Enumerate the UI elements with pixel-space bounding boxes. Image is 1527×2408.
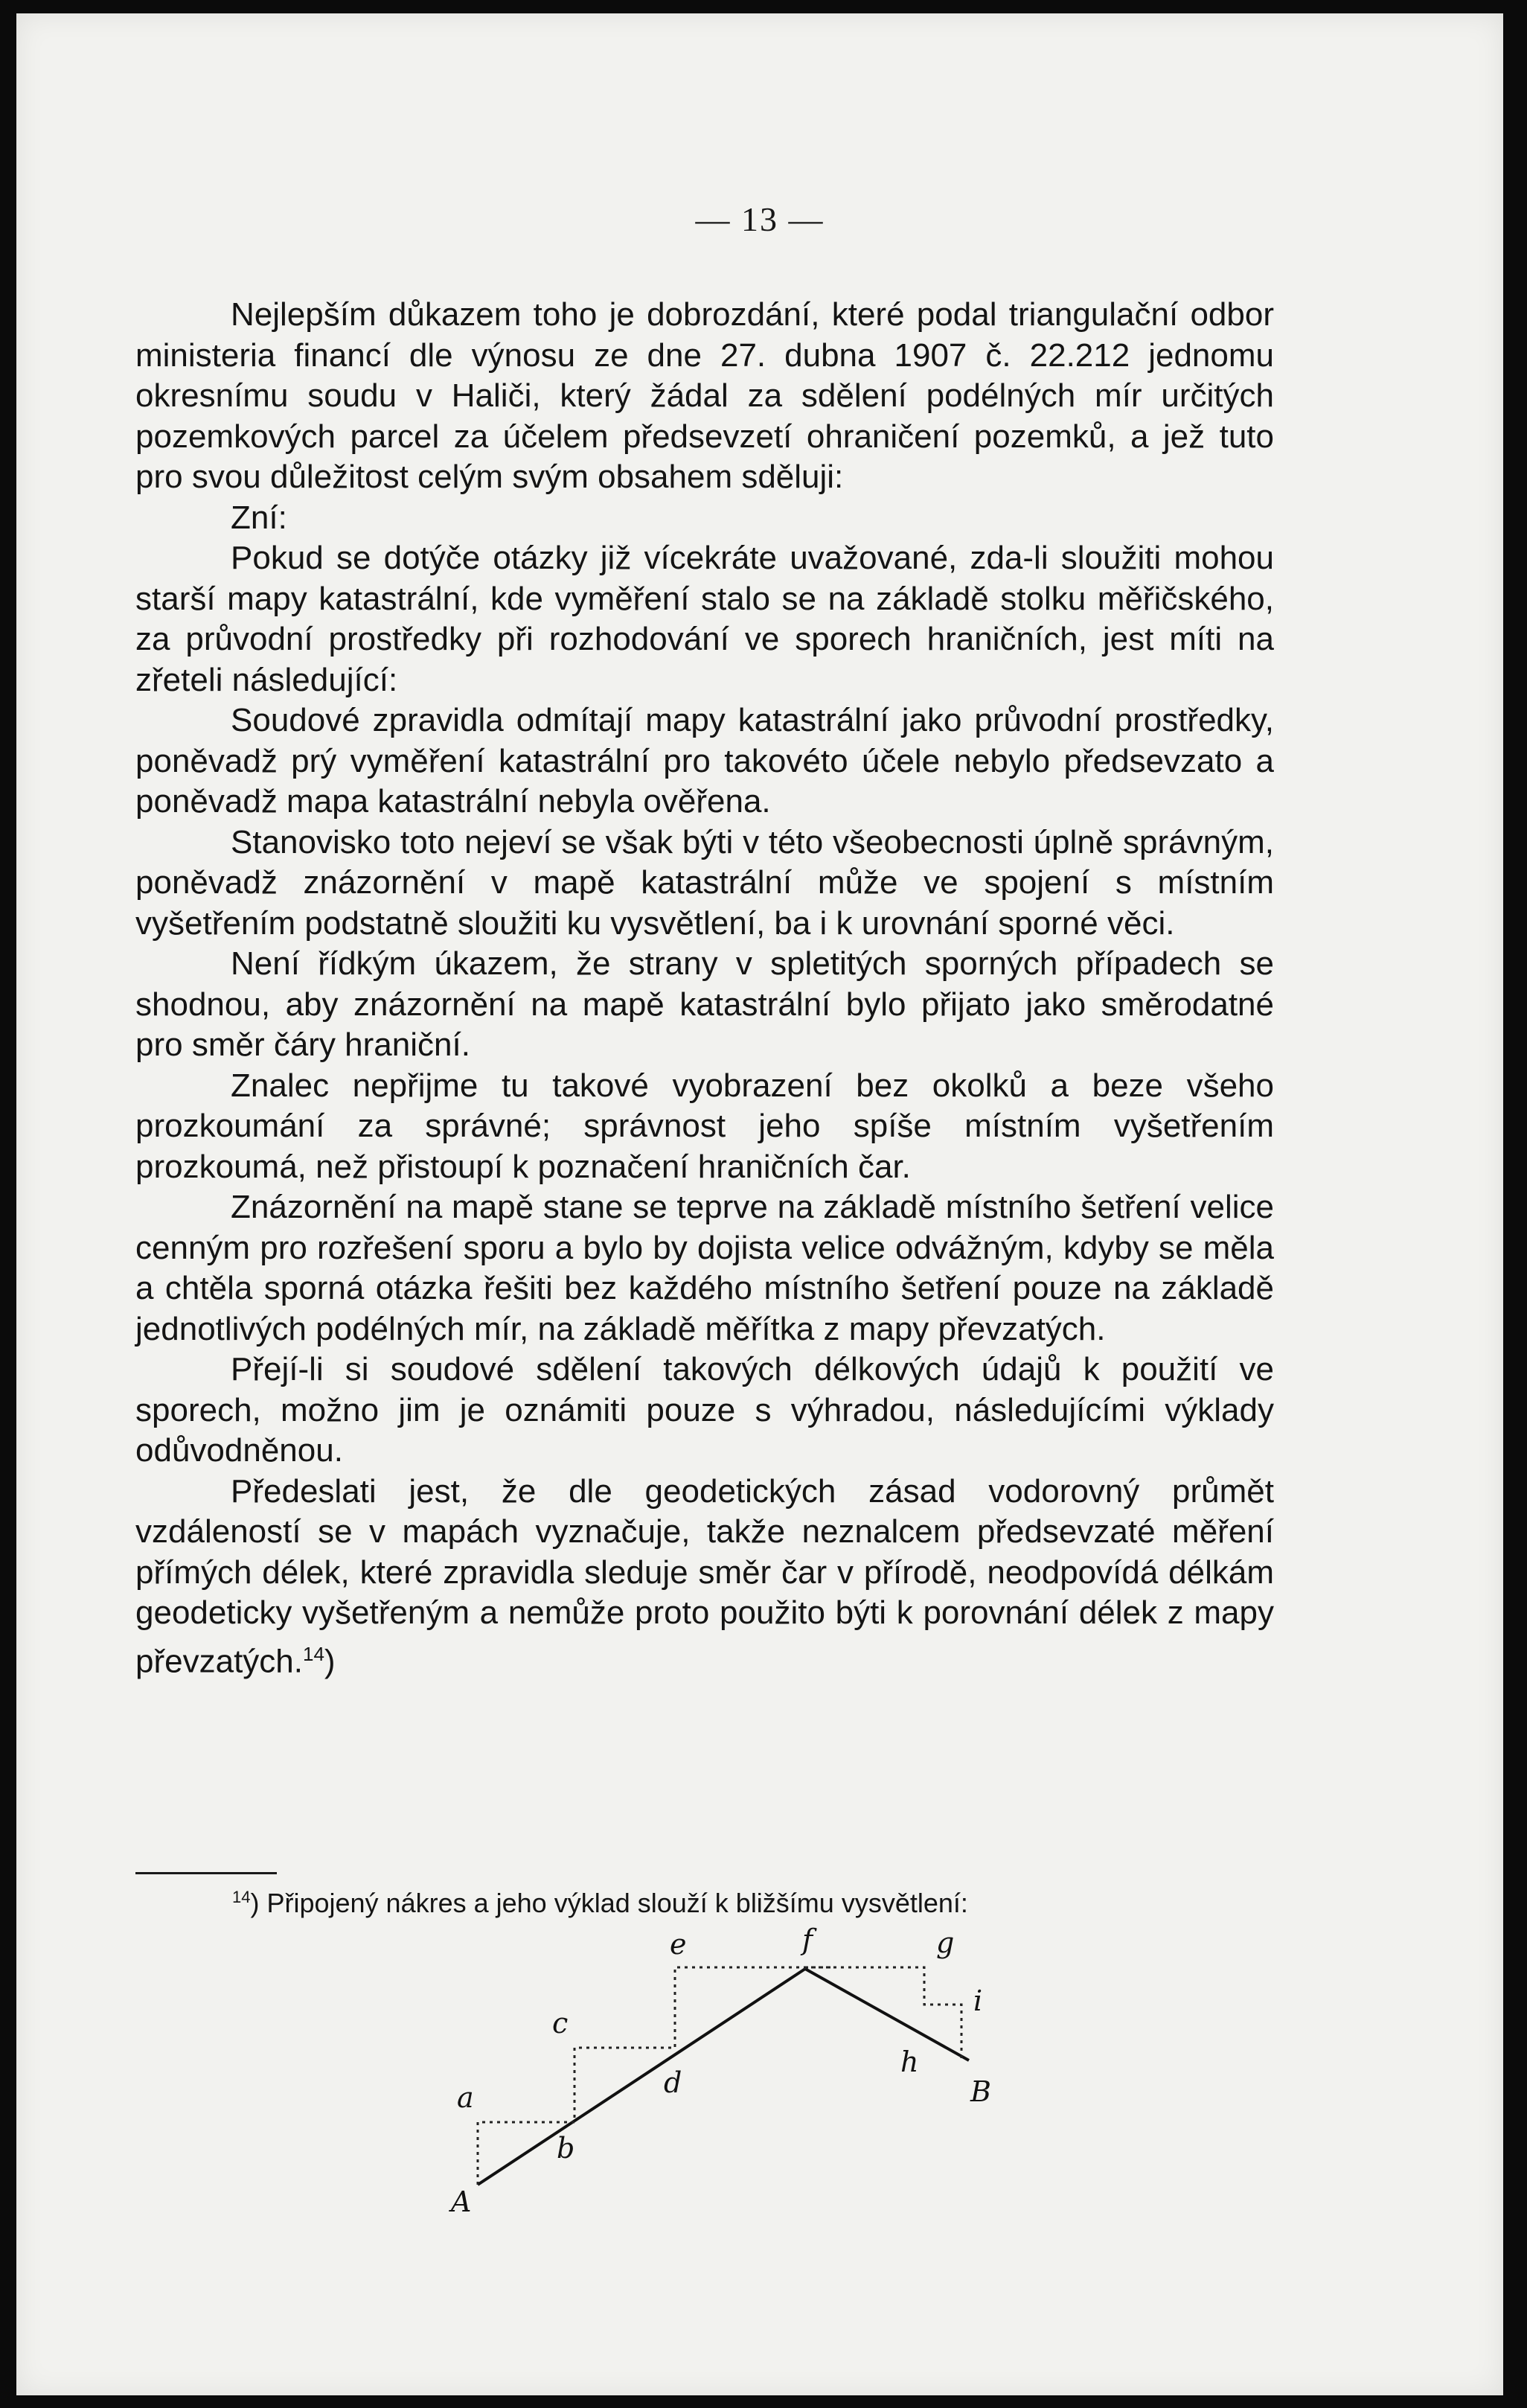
- paragraph-7: Znalec nepřijme tu takové vyobrazení bez okolků a beze všeho prozkoumání za správné; správnost jeho spíše místním vyšetřením prozkoumá, než přistoupí k poznačení hraničních čar.: [135, 1067, 1274, 1185]
- footnote-text: ) Připojený nákres a jeho výklad slouží k bližšímu vysvětlení:: [250, 1888, 968, 1918]
- paragraph-5: Stanovisko toto nejeví se však býti v této všeobecnosti úplně správným, poněvadž znázornění v mapě katastrální může ve spojení s místním vyšetřením podstatně sloužiti ku vysvětlení, ba i k urovnání sporné věci.: [135, 823, 1274, 942]
- line-A-f: [478, 1969, 805, 2185]
- footnote-reference-close: ): [324, 1643, 336, 1680]
- page-number: — 13 —: [695, 200, 825, 238]
- label-h: h: [900, 2045, 919, 2078]
- paragraph-8: Znázornění na mapě stane se teprve na základě místního šetření velice cenným pro rozřešení sporu a bylo by dojista velice odvážným, kdyby se měla a chtěla sporná otázka řešiti bez každého místního šetření pouze na základě jednotlivých podélných mír, na základě měřítka z mapy převzatých.: [135, 1189, 1274, 1347]
- paragraph-4: Soudové zpravidla odmítají mapy katastrální jako průvodní prostředky, poněvadž prý vyměření katastrální pro takovéto účele nebylo předsevzato a poněvadž mapa katastrální nebyla ověřena.: [135, 702, 1274, 820]
- label-d: d: [664, 2066, 682, 2099]
- footnote-divider: [135, 1872, 277, 1874]
- paragraph-6: Není řídkým úkazem, že strany v spletitých sporných případech se shodnou, aby znázornění na mapě katastrální bylo přijato jako směrodatné pro směr čáry hraniční.: [135, 945, 1274, 1063]
- label-A: A: [451, 2185, 472, 2218]
- footnote: [232, 1880, 1274, 1920]
- label-a: a: [457, 2081, 474, 2114]
- label-b: b: [557, 2132, 575, 2165]
- paragraph-3: Pokud se dotýče otázky již vícekráte uvažované, zda-li sloužiti mohou starší mapy katastrální, kde vyměření stalo se na základě stolku měřičského, za průvodní prostředky při rozhodování ve sporech hraničních, jest míti na zřeteli následující:: [135, 540, 1274, 698]
- boundary-diagram: [433, 1923, 1103, 2235]
- body-text: [135, 295, 1274, 1682]
- paragraph-10: [135, 1472, 1274, 1682]
- line-f-B: [805, 1969, 969, 2060]
- paragraph-9: Přejí-li si soudové sdělení takových délkových údajů k použití ve sporech, možno jim je oznámiti pouze s výhradou, následujícími výklady odůvodněnou.: [135, 1351, 1274, 1469]
- paragraph-2: Zní:: [231, 499, 287, 536]
- document-page: [16, 13, 1503, 2395]
- paragraph-10-text: Předeslati jest, že dle geodetických zásad vodorovný průmět vzdáleností se v mapách vyznačuje, takže neznalcem předsevzaté měření přímých délek, které zpravidla sleduje směr čar v přírodě, neodpovídá délkám geodeticky vyšetřeným a nemůže proto použito býti k porovnání délek z mapy převzatých.: [135, 1472, 1274, 1680]
- label-f: f: [802, 1923, 813, 1956]
- label-c: c: [552, 2007, 569, 2040]
- label-e: e: [670, 1928, 687, 1961]
- footnote-marker: 14: [232, 1888, 251, 1906]
- label-g: g: [936, 1926, 955, 1959]
- stepped-path: [478, 1967, 961, 2185]
- label-i: i: [973, 1984, 983, 2017]
- footnote-reference[interactable]: 14: [302, 1642, 324, 1665]
- paragraph-1: Nejlepším důkazem toho je dobrozdání, které podal triangulační odbor ministeria financí dle výnosu ze dne 27. dubna 1907 č. 22.212 jednomu okresnímu soudu v Haliči, který žádal za sdělení podélných mír určitých pozemkových parcel za účelem předsevzetí ohraničení pozemků, a jež tuto pro svou důležitost celým svým obsahem sděluji:: [135, 296, 1274, 495]
- label-B: B: [970, 2075, 991, 2108]
